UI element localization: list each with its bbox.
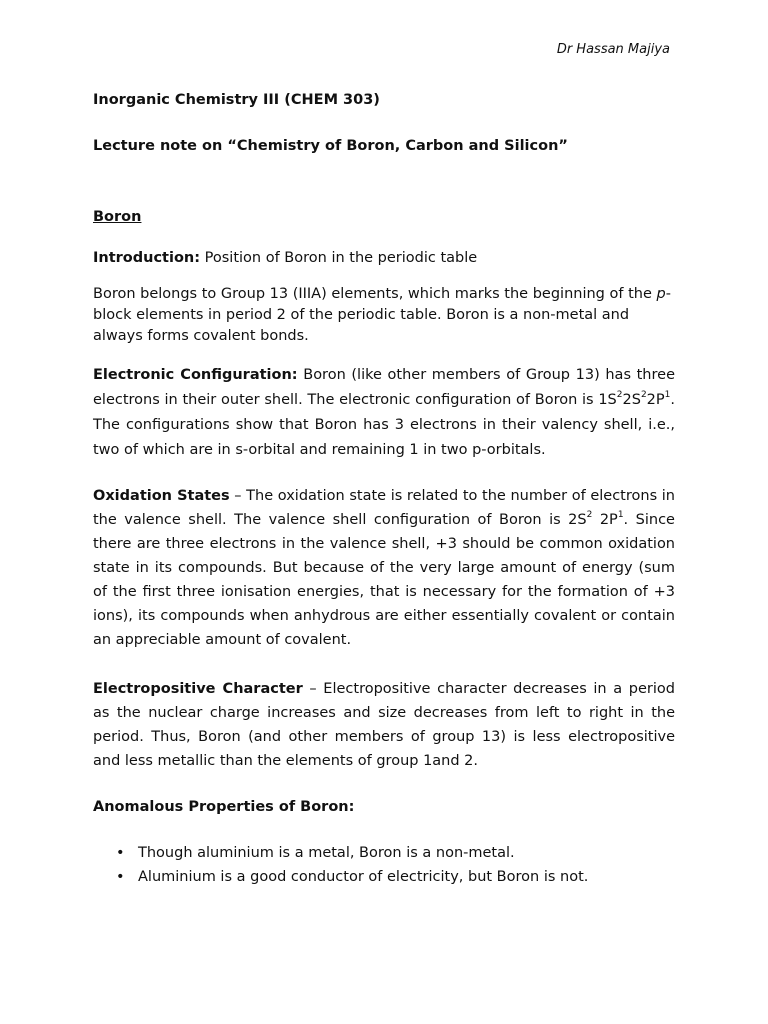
electropositive-character-text: – Electropositive character decreases in a period as the nuclear charge increases and size decreases from left to right in the period. Thus, Boron (and other members of group 13) is less electropositive and less metallic than the elements of group 1and 2. xyxy=(93,681,675,769)
bullet-icon: • xyxy=(116,869,125,885)
introduction-label: Introduction: xyxy=(93,250,201,266)
electronic-configuration-paragraph xyxy=(93,363,675,463)
anomalous-properties-title: Anomalous Properties of Boron: xyxy=(93,799,355,815)
oxidation-states-text1: – The oxidation state is related to the number of electrons in the valence shell. The valence shell configuration of Boron is 2S xyxy=(93,488,675,528)
introduction-line xyxy=(93,246,675,270)
list-item xyxy=(112,865,672,889)
oxidation-states-sup2: 1 xyxy=(617,510,624,521)
course-title: Inorganic Chemistry III (CHEM 303) xyxy=(93,92,380,108)
electronic-configuration-mid1: 2S xyxy=(622,392,641,408)
oxidation-states-mid1: 2P xyxy=(592,512,618,528)
list-item xyxy=(112,841,672,865)
lecture-title: Lecture note on “Chemistry of Boron, Carbon and Silicon” xyxy=(93,138,568,154)
oxidation-states-text2: . Since there are three electrons in the valence shell, +3 should be common oxidation state in its compounds. But because of the very large amount of energy (sum of the first three ionisation energies, that is necessary for the formation of +3 ions), its compounds when anhydrous are either essentially covalent or contain an appreciable amount of covalent. xyxy=(93,512,675,648)
electronic-configuration-sup2: 2 xyxy=(640,390,647,401)
electronic-configuration-sup3: 1 xyxy=(664,390,671,401)
electronic-configuration-mid2: 2P xyxy=(646,392,665,408)
electronic-configuration-label: Electronic Configuration: xyxy=(93,367,298,383)
intro-paragraph xyxy=(93,284,675,347)
anomalous-properties-list xyxy=(112,841,672,889)
electropositive-character-paragraph xyxy=(93,677,675,773)
section-title-boron: Boron xyxy=(93,209,142,225)
intro-paragraph-part1: Boron belongs to Group 13 (IIIA) elements, which marks the beginning of the xyxy=(93,286,657,302)
intro-paragraph-part2: -block elements in period 2 of the periodic table. Boron is a non-metal and always forms covalent bonds. xyxy=(93,286,671,344)
electronic-configuration-text2: . The configurations show that Boron has 3 electrons in their valency shell, i.e., two of which are in s-orbital and remaining 1 in two p-orbitals. xyxy=(93,392,675,458)
oxidation-states-sup1: 2 xyxy=(586,510,593,521)
introduction-text: Position of Boron in the periodic table xyxy=(200,250,478,266)
electronic-configuration-sup1: 2 xyxy=(616,390,623,401)
list-item-text: Aluminium is a good conductor of electricity, but Boron is not. xyxy=(138,869,589,885)
list-item-text: Though aluminium is a metal, Boron is a non-metal. xyxy=(138,845,515,861)
bullet-icon: • xyxy=(116,845,125,861)
electronic-configuration-text1: Boron (like other members of Group 13) has three electrons in their outer shell. The electronic configuration of Boron is 1S xyxy=(93,367,675,408)
oxidation-states-label: Oxidation States xyxy=(93,488,230,504)
author-name: Dr Hassan Majiya xyxy=(556,42,670,57)
intro-paragraph-italic: p xyxy=(656,286,666,302)
electropositive-character-label: Electropositive Character xyxy=(93,681,303,697)
oxidation-states-paragraph xyxy=(93,484,675,652)
